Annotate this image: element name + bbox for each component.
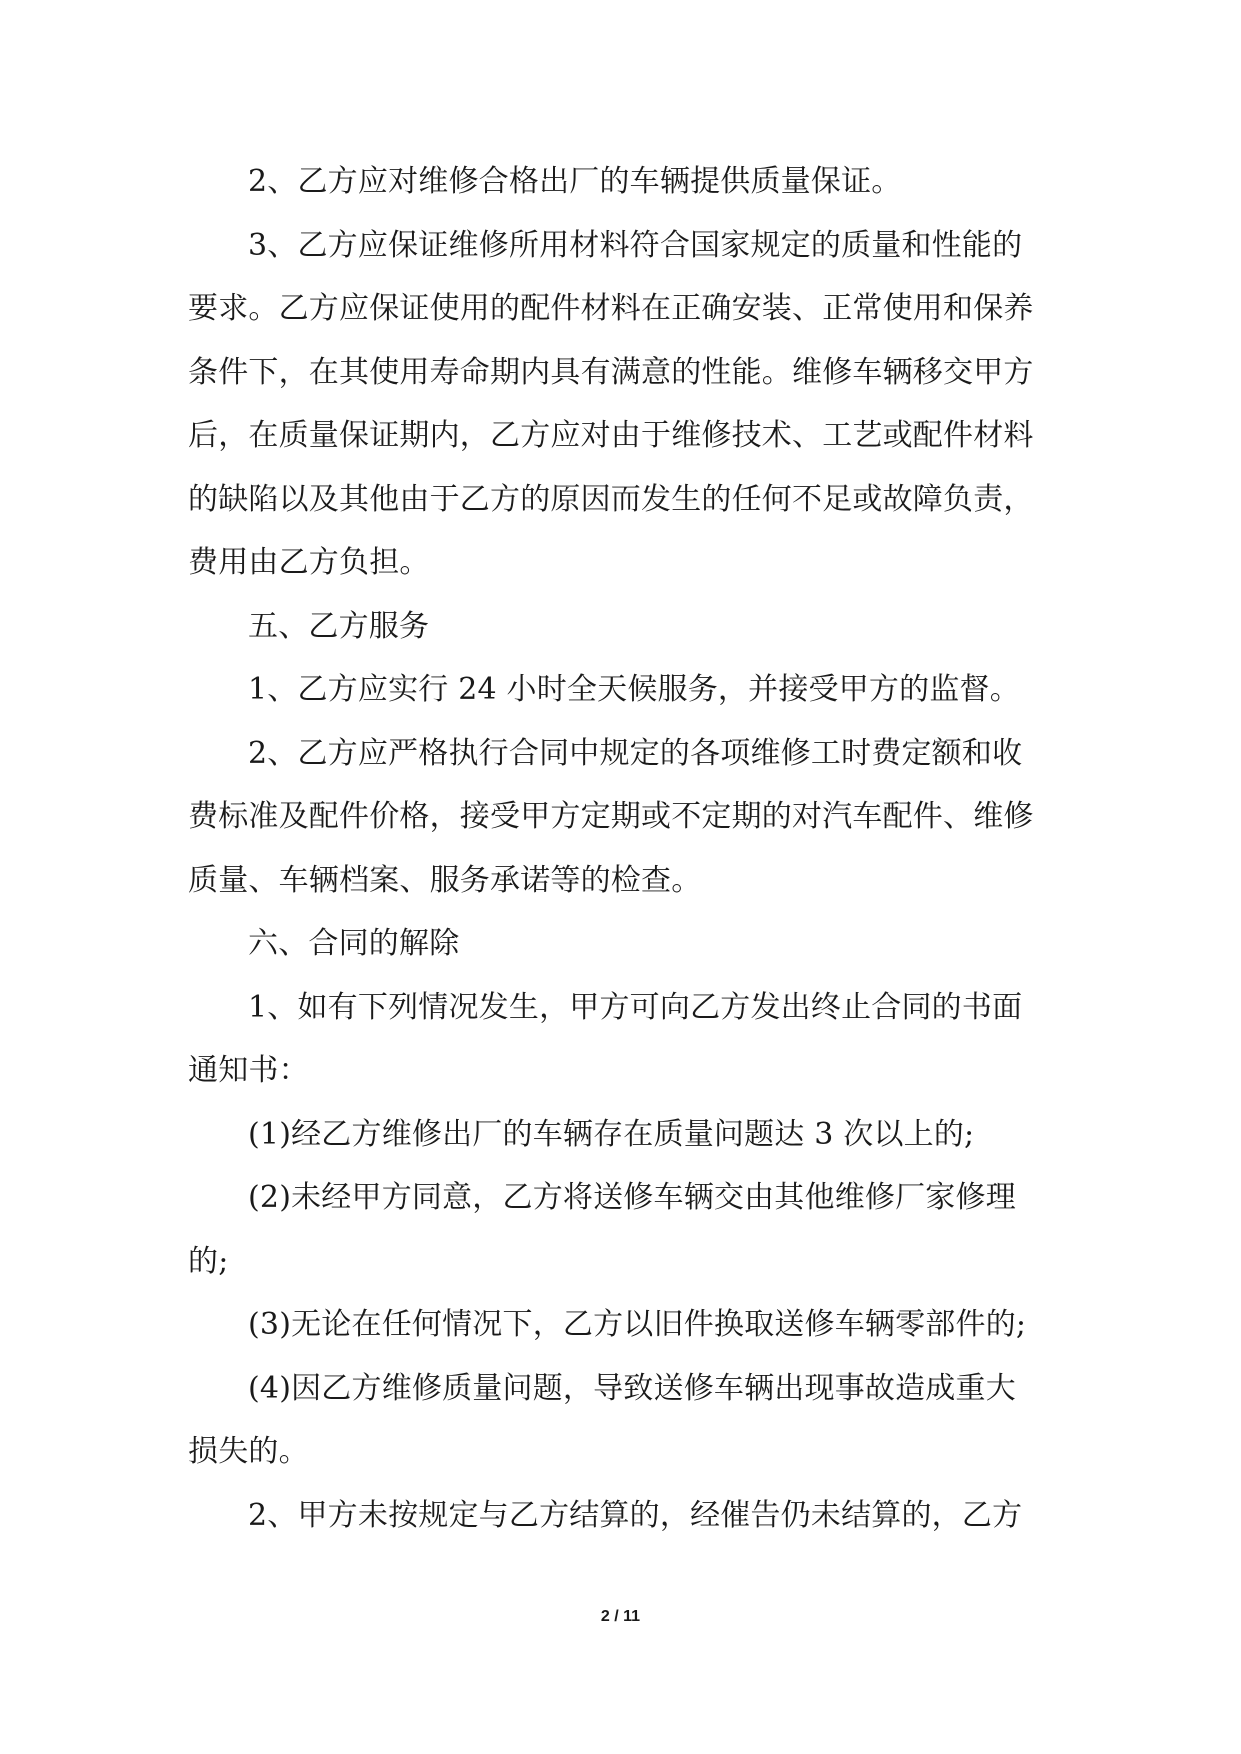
list-item: (3)无论在任何情况下，乙方以旧件换取送修车辆零部件的; bbox=[248, 1307, 1027, 1342]
page-number: 2 / 11 bbox=[600, 1608, 641, 1625]
list-item: (4)因乙方维修质量问题，导致送修车辆出现事故造成重大 bbox=[248, 1370, 1016, 1406]
paragraph-line: 2、甲方未按规定与乙方结算的，经催告仍未结算的，乙方 bbox=[248, 1497, 1023, 1533]
paragraph-line: 要求。乙方应保证使用的配件材料在正确安装、正常使用和保养 bbox=[188, 291, 1034, 326]
list-item: (1)经乙方维修出厂的车辆存在质量问题达 3 次以上的; bbox=[248, 1116, 975, 1152]
section-heading: 五、乙方服务 bbox=[248, 608, 430, 644]
section-heading: 六、合同的解除 bbox=[248, 926, 460, 961]
paragraph-line: 质量、车辆档案、服务承诺等的检查。 bbox=[188, 862, 702, 898]
paragraph-line: 通知书： bbox=[188, 1053, 309, 1088]
document-body bbox=[188, 150, 1054, 1547]
paragraph-line: 3、乙方应保证维修所用材料符合国家规定的质量和性能的 bbox=[248, 227, 1023, 263]
list-item: (2)未经甲方同意，乙方将送修车辆交由其他维修厂家修理 bbox=[248, 1180, 1016, 1215]
list-item-continuation: 的; bbox=[188, 1243, 229, 1279]
paragraph-line: 费用由乙方负担。 bbox=[188, 545, 430, 580]
paragraph-line: 的缺陷以及其他由于乙方的原因而发生的任何不足或故障负责， bbox=[188, 481, 1034, 517]
list-item-continuation: 损失的。 bbox=[188, 1434, 309, 1469]
paragraph-line: 后，在质量保证期内，乙方应对由于维修技术、工艺或配件材料 bbox=[188, 418, 1034, 453]
paragraph-line: 1、如有下列情况发生，甲方可向乙方发出终止合同的书面 bbox=[248, 989, 1023, 1025]
paragraph-line: 费标准及配件价格，接受甲方定期或不定期的对汽车配件、维修 bbox=[188, 799, 1034, 834]
paragraph-line: 2、乙方应对维修合格出厂的车辆提供质量保证。 bbox=[248, 164, 902, 199]
paragraph-line: 1、乙方应实行 24 小时全天候服务，并接受甲方的监督。 bbox=[248, 672, 1020, 707]
paragraph-line: 条件下，在其使用寿命期内具有满意的性能。维修车辆移交甲方 bbox=[188, 354, 1034, 390]
paragraph-line: 2、乙方应严格执行合同中规定的各项维修工时费定额和收 bbox=[248, 735, 1023, 771]
